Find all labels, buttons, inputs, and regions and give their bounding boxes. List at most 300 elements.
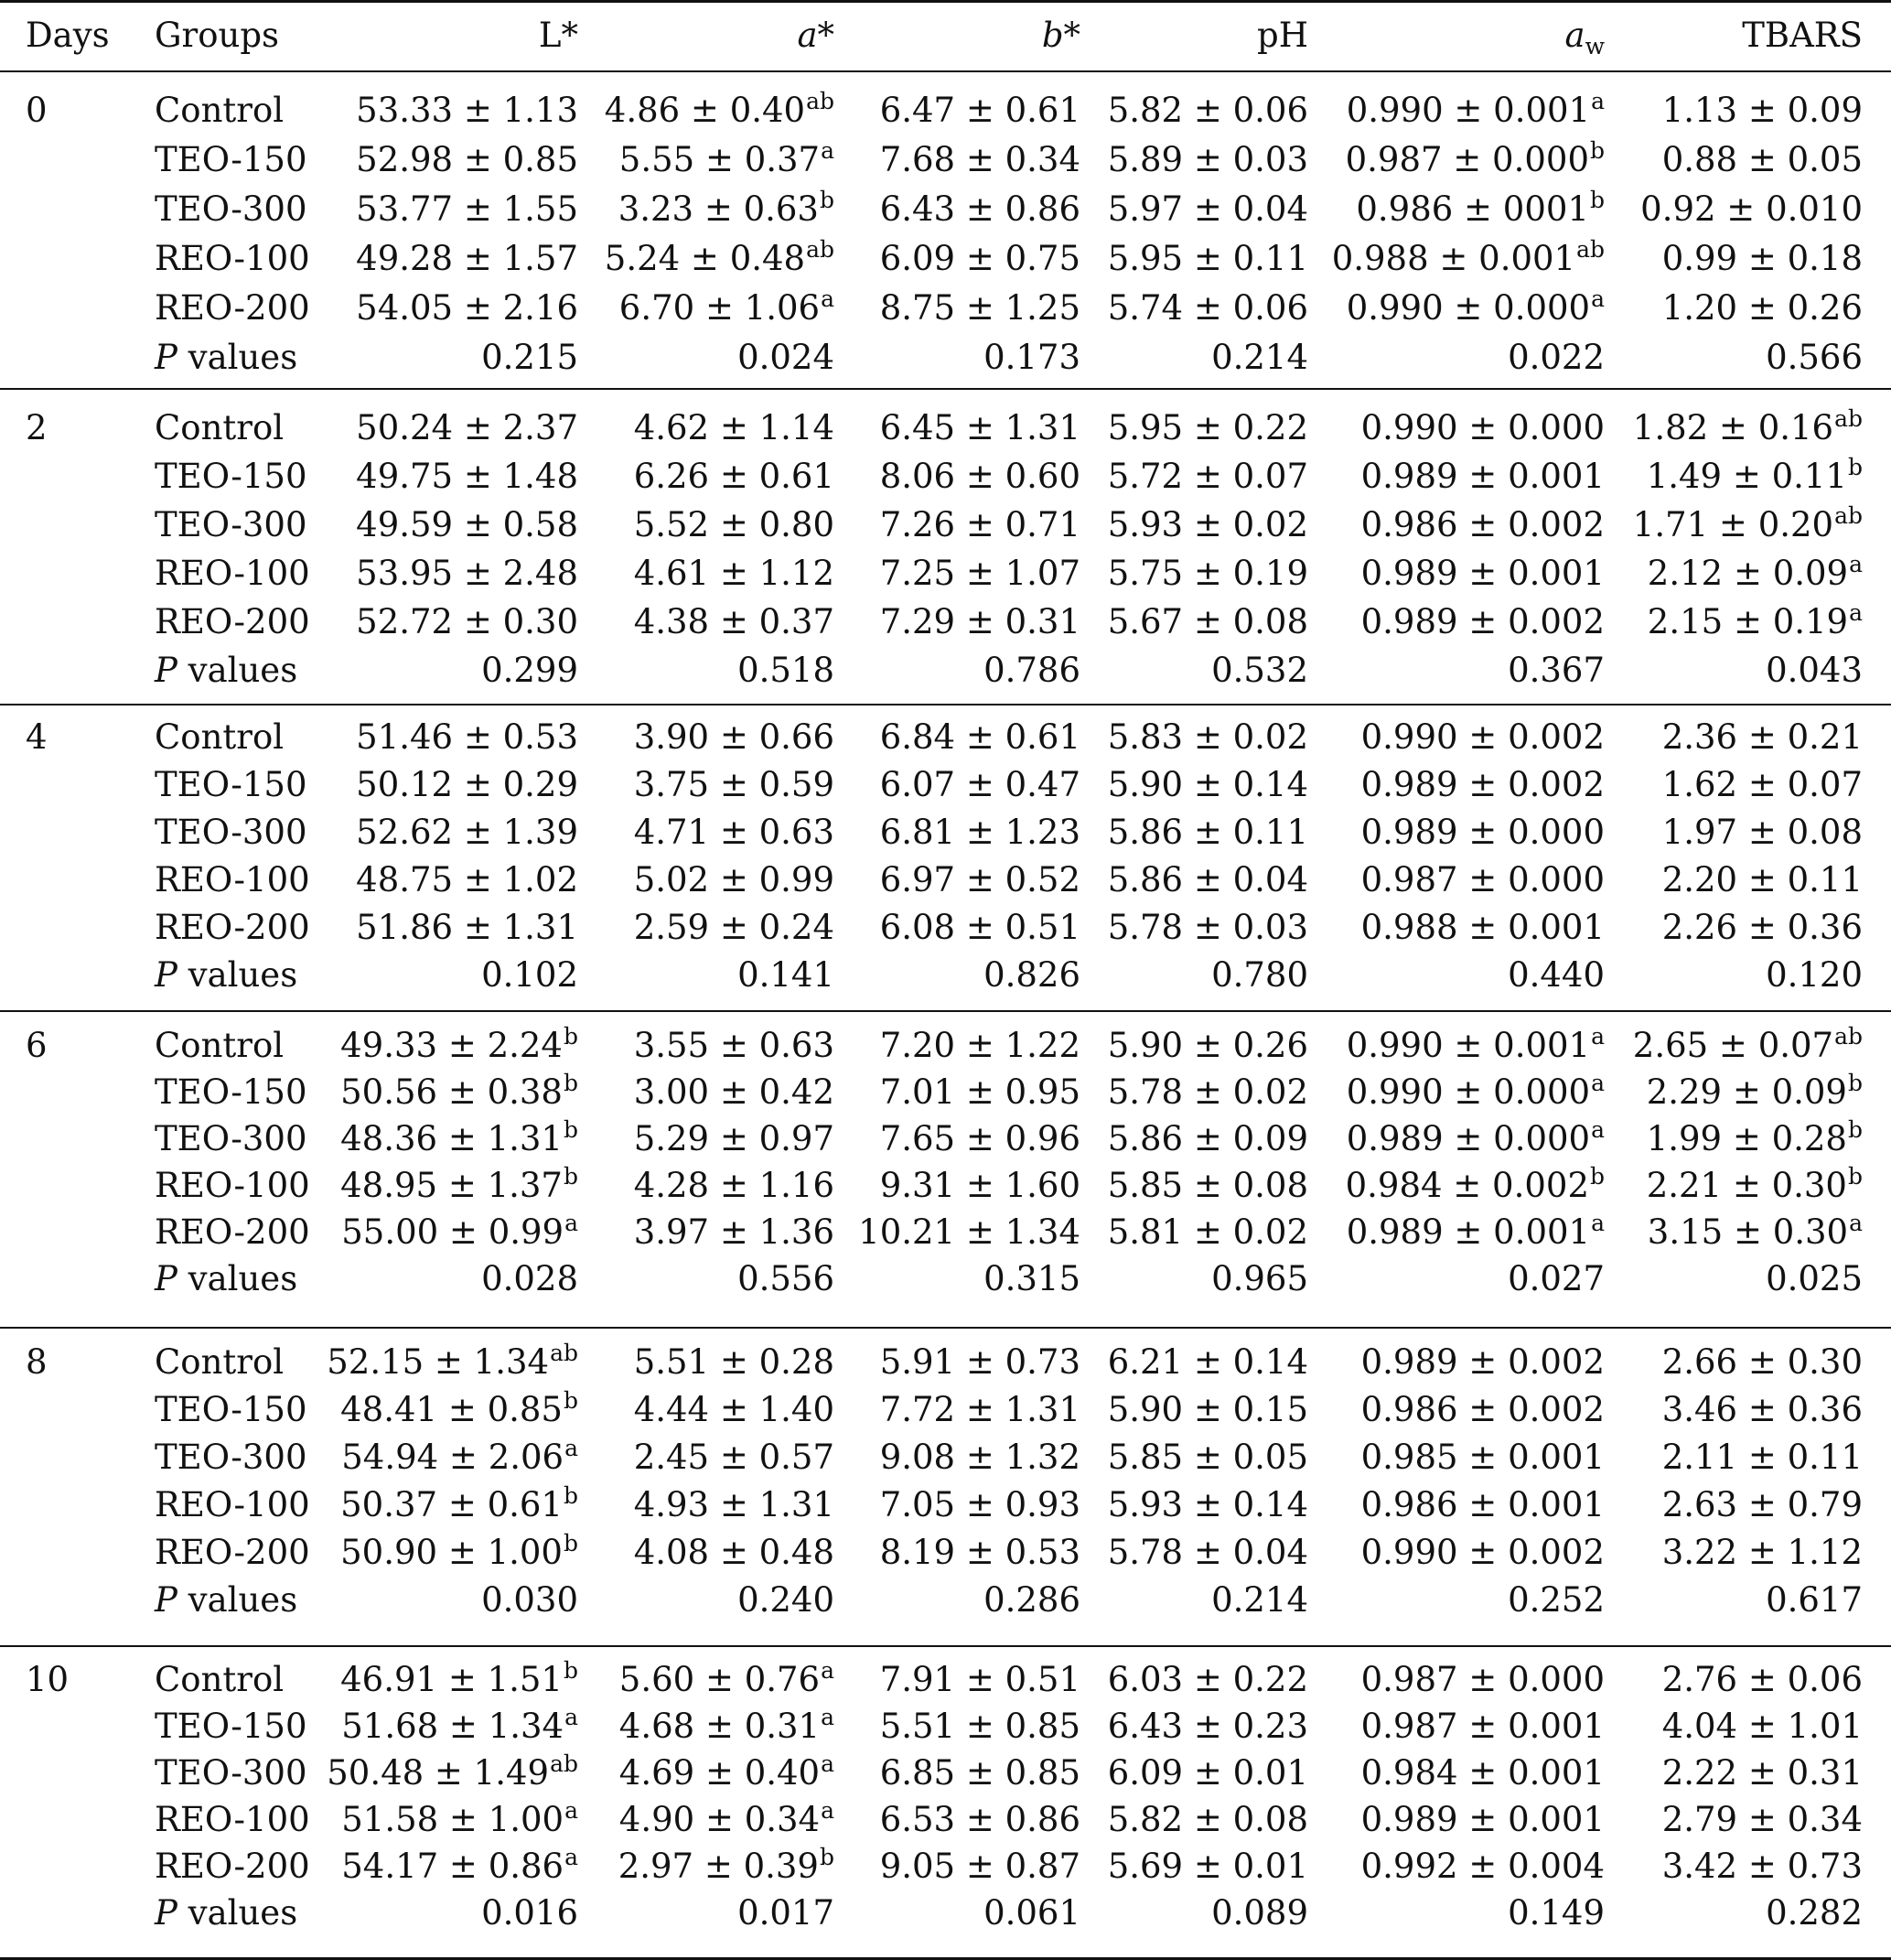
aw-cell-value: 0.989 ± 0.001: [1360, 457, 1605, 496]
aw-cell-value: 0.989 ± 0.001: [1360, 554, 1605, 593]
aw-cell: [1361, 408, 1605, 448]
l-star-cell: [341, 1704, 578, 1747]
p-value-l-star: [481, 338, 578, 378]
aw-cell-value: 0.990 ± 0.001: [1346, 1026, 1591, 1065]
p-value-ph: [1211, 1580, 1308, 1621]
l-star-cell: [340, 1657, 578, 1700]
aw-cell-value: 0.989 ± 0.001: [1346, 1212, 1591, 1252]
tbars-cell: [1662, 1753, 1863, 1793]
group-label: TEO-150: [155, 140, 307, 179]
p-value-a-star: [737, 1893, 834, 1933]
tbars-cell: [1647, 1072, 1863, 1113]
significance-letter: b: [1589, 1163, 1605, 1190]
column-header: pH: [1257, 16, 1308, 55]
b-star-cell: [880, 1660, 1080, 1700]
b-star-cell-value: 6.43 ± 0.86: [879, 189, 1080, 229]
b-star-cell: [880, 765, 1080, 805]
ph-cell: [1108, 1342, 1308, 1383]
tbars-cell: [1632, 502, 1863, 545]
ph-cell-value: 6.03 ± 0.22: [1107, 1660, 1308, 1699]
group-label: REO-200: [155, 908, 310, 947]
a-star-cell: [634, 1072, 834, 1113]
p-value-b-star: [983, 1580, 1080, 1621]
group-label: REO-100: [155, 860, 310, 899]
l-star-cell-value: 50.48 ± 1.49: [327, 1753, 550, 1793]
significance-letter: b: [819, 1844, 834, 1870]
group-label: REO-200: [155, 288, 310, 328]
ph-cell: [1108, 1800, 1308, 1840]
significance-letter: b: [563, 1482, 578, 1509]
tbars-cell-value: 2.63 ± 0.79: [1661, 1485, 1863, 1524]
b-star-cell: [880, 1753, 1080, 1793]
aw-cell-value: 0.986 ± 0.001: [1360, 1485, 1605, 1524]
l-star-cell: [356, 860, 578, 900]
p-value-ph: [1211, 651, 1308, 691]
p-value-tbars: [1766, 651, 1863, 691]
p-value-aw-value: 0.149: [1508, 1893, 1605, 1933]
ph-cell: [1108, 1072, 1308, 1113]
aw-cell-value: 0.989 ± 0.001: [1360, 1800, 1605, 1839]
b-star-cell: [880, 860, 1080, 900]
l-star-cell: [356, 813, 578, 853]
group-label: TEO-300: [155, 1119, 307, 1158]
b-star-cell-value: 6.08 ± 0.51: [879, 908, 1080, 947]
p-value-ph-value: 0.089: [1211, 1893, 1308, 1933]
ph-cell: [1108, 1390, 1308, 1430]
significance-letter: a: [1849, 1210, 1863, 1236]
aw-cell-value: 0.989 ± 0.002: [1360, 1342, 1605, 1382]
p-value-tbars-value: 0.566: [1766, 338, 1863, 377]
b-star-cell: [880, 908, 1080, 948]
p-value-b-star-value: 0.786: [983, 651, 1080, 690]
p-value-l-star: [481, 651, 578, 691]
group-label: TEO-300: [155, 505, 307, 544]
p-value-b-star-value: 0.826: [983, 955, 1080, 995]
aw-cell-value: 0.987 ± 0.001: [1360, 1707, 1605, 1746]
significance-letter: a: [1849, 551, 1863, 577]
b-star-cell: [880, 408, 1080, 448]
b-star-cell: [880, 189, 1080, 230]
p-value-a-star-value: 0.556: [737, 1259, 834, 1298]
l-star-cell-value: 51.86 ± 1.31: [356, 908, 578, 947]
aw-cell: [1361, 554, 1605, 594]
p-value-aw-value: 0.252: [1508, 1580, 1605, 1620]
tbars-cell: [1632, 405, 1863, 448]
p-value-ph-value: 0.214: [1211, 338, 1308, 377]
significance-letter: b: [563, 1116, 578, 1143]
l-star-cell-value: 51.46 ± 0.53: [356, 717, 578, 757]
column-header: a*: [797, 16, 834, 55]
ph-cell-value: 5.90 ± 0.14: [1107, 765, 1308, 804]
ph-cell: [1108, 602, 1308, 642]
ph-cell-value: 5.78 ± 0.02: [1107, 1072, 1308, 1112]
aw-cell: [1346, 1023, 1605, 1066]
b-star-cell: [880, 813, 1080, 853]
p-value-b-star: [983, 955, 1080, 996]
b-star-cell-value: 7.01 ± 0.95: [879, 1072, 1080, 1112]
a-star-cell-value: 3.23 ± 0.63: [618, 189, 819, 229]
significance-letter: a: [1591, 88, 1605, 114]
p-value-b-star-value: 0.315: [983, 1259, 1080, 1298]
l-star-cell-value: 50.37 ± 0.61: [340, 1485, 563, 1524]
b-star-cell: [880, 1485, 1080, 1525]
l-star-cell-value: 51.68 ± 1.34: [341, 1707, 564, 1746]
a-star-cell: [634, 813, 834, 853]
column-header: $a_w$: [1564, 16, 1605, 59]
tbars-cell: [1646, 454, 1863, 497]
b-star-cell: [880, 1800, 1080, 1840]
ph-cell: [1108, 1847, 1308, 1887]
ph-cell: [1108, 457, 1308, 497]
significance-letter: b: [1847, 454, 1863, 480]
b-star-cell-value: 7.26 ± 0.71: [879, 505, 1080, 544]
significance-letter: b: [819, 187, 834, 213]
tbars-cell: [1662, 765, 1863, 805]
significance-letter: a: [821, 1657, 834, 1684]
b-star-cell: [880, 1847, 1080, 1887]
l-star-cell-value: 55.00 ± 0.99: [341, 1212, 564, 1252]
tbars-cell-value: 2.21 ± 0.30: [1646, 1166, 1847, 1205]
significance-letter: b: [563, 1387, 578, 1414]
p-values-label: P values: [155, 338, 298, 377]
aw-cell-value: 0.986 ± 0.002: [1360, 1390, 1605, 1429]
a-star-cell: [634, 717, 834, 758]
tbars-cell-value: 2.29 ± 0.09: [1646, 1072, 1847, 1112]
group-label: REO-200: [155, 602, 310, 641]
significance-letter: b: [1847, 1116, 1863, 1143]
a-star-cell: [634, 1438, 834, 1478]
b-star-cell: [880, 1072, 1080, 1113]
p-value-a-star: [737, 1580, 834, 1621]
a-star-cell-value: 5.02 ± 0.99: [633, 860, 834, 899]
p-value-aw: [1508, 1580, 1605, 1621]
l-star-cell-value: 53.33 ± 1.13: [356, 91, 578, 130]
significance-letter: a: [821, 1704, 834, 1730]
tbars-cell-value: 1.82 ± 0.16: [1632, 408, 1834, 447]
tbars-cell: [1647, 551, 1863, 594]
p-value-b-star-value: 0.286: [983, 1580, 1080, 1620]
group-label: Control: [155, 1660, 285, 1699]
tbars-cell: [1662, 860, 1863, 900]
section-rule: [0, 388, 1891, 390]
p-value-tbars-value: 0.025: [1766, 1259, 1863, 1298]
significance-letter: a: [564, 1844, 578, 1870]
b-star-cell-value: 9.08 ± 1.32: [879, 1438, 1080, 1477]
p-value-a-star: [737, 955, 834, 996]
significance-letter: a: [564, 1435, 578, 1461]
a-star-cell: [618, 1750, 834, 1793]
l-star-cell-value: 52.62 ± 1.39: [356, 813, 578, 852]
a-star-cell: [618, 285, 834, 328]
group-label: TEO-150: [155, 1390, 307, 1429]
tbars-cell-value: 2.65 ± 0.07: [1632, 1026, 1834, 1065]
aw-cell-value: 0.988 ± 0.001: [1331, 239, 1576, 278]
group-label: REO-100: [155, 1166, 310, 1205]
p-value-l-star: [481, 1893, 578, 1933]
section-rule: [0, 1327, 1891, 1329]
l-star-cell-value: 46.91 ± 1.51: [340, 1660, 563, 1699]
aw-cell-value: 0.986 ± 0.002: [1360, 505, 1605, 544]
ph-cell: [1108, 239, 1308, 279]
ph-cell-value: 5.95 ± 0.22: [1107, 408, 1308, 447]
a-star-cell-value: 2.59 ± 0.24: [633, 908, 834, 947]
tbars-cell: [1662, 1438, 1863, 1478]
p-value-l-star-value: 0.102: [481, 955, 578, 995]
aw-cell: [1347, 1212, 1605, 1253]
tbars-cell-value: 1.99 ± 0.28: [1646, 1119, 1847, 1158]
ph-cell-value: 5.83 ± 0.02: [1107, 717, 1308, 757]
group-label: REO-200: [155, 1847, 310, 1886]
ph-cell-value: 5.82 ± 0.06: [1107, 91, 1308, 130]
significance-letter: ab: [1834, 405, 1863, 432]
group-label: Control: [155, 408, 285, 447]
day-label: 2: [26, 408, 48, 447]
l-star-cell-value: 48.36 ± 1.31: [340, 1119, 563, 1158]
a-star-cell: [634, 457, 834, 497]
a-star-cell: [634, 1485, 834, 1525]
b-star-cell-value: 7.65 ± 0.96: [879, 1119, 1080, 1158]
b-star-cell: [858, 1212, 1080, 1253]
l-star-cell-value: 49.28 ± 1.57: [356, 239, 578, 278]
ph-cell-value: 5.74 ± 0.06: [1107, 288, 1308, 328]
b-star-cell: [880, 1533, 1080, 1573]
aw-cell: [1345, 137, 1605, 180]
a-star-cell-value: 4.08 ± 0.48: [633, 1533, 834, 1572]
p-value-b-star: [983, 1259, 1080, 1299]
p-value-aw: [1508, 955, 1605, 996]
column-header: L*: [538, 16, 578, 55]
ph-cell: [1108, 765, 1308, 805]
l-star-cell-value: 53.95 ± 2.48: [356, 554, 578, 593]
p-value-b-star: [983, 1893, 1080, 1933]
ph-cell-value: 5.95 ± 0.11: [1107, 239, 1308, 278]
section-rule: [0, 704, 1891, 705]
a-star-cell-value: 4.69 ± 0.40: [618, 1753, 821, 1793]
group-label: REO-100: [155, 1800, 310, 1839]
significance-letter: a: [1591, 1023, 1605, 1050]
a-star-cell-value: 5.55 ± 0.37: [618, 140, 821, 179]
a-star-cell: [634, 860, 834, 900]
p-value-ph: [1211, 1259, 1308, 1299]
group-label: Control: [155, 717, 285, 757]
l-star-cell-value: 49.33 ± 2.24: [340, 1026, 563, 1065]
tbars-cell-value: 2.26 ± 0.36: [1661, 908, 1863, 947]
l-star-cell: [340, 1023, 578, 1066]
b-star-cell-value: 7.72 ± 1.31: [879, 1390, 1080, 1429]
significance-letter: b: [563, 1657, 578, 1684]
a-star-cell: [618, 1797, 834, 1840]
l-star-cell: [341, 1797, 578, 1840]
a-star-cell: [634, 1212, 834, 1253]
tbars-cell: [1662, 91, 1863, 131]
l-star-cell: [327, 1750, 578, 1793]
b-star-cell-value: 6.09 ± 0.75: [879, 239, 1080, 278]
column-header: Days: [26, 16, 110, 55]
p-value-aw-value: 0.367: [1508, 651, 1605, 690]
tbars-cell: [1662, 1390, 1863, 1430]
a-star-cell-value: 5.29 ± 0.97: [633, 1119, 834, 1158]
ph-cell: [1108, 554, 1308, 594]
a-star-cell: [618, 1844, 834, 1887]
significance-letter: a: [821, 1797, 834, 1824]
a-star-cell-value: 2.45 ± 0.57: [633, 1438, 834, 1477]
tbars-cell-value: 2.66 ± 0.30: [1661, 1342, 1863, 1382]
p-values-label: P values: [155, 955, 298, 995]
significance-letter: a: [821, 137, 834, 164]
a-star-cell: [634, 1119, 834, 1159]
significance-letter: b: [1847, 1070, 1863, 1096]
l-star-cell: [356, 140, 578, 180]
ph-cell-value: 5.89 ± 0.03: [1107, 140, 1308, 179]
p-value-l-star-value: 0.215: [481, 338, 578, 377]
group-label: Control: [155, 1026, 285, 1065]
b-star-cell-value: 7.68 ± 0.34: [879, 140, 1080, 179]
p-value-l-star-value: 0.030: [481, 1580, 578, 1620]
b-star-cell: [880, 505, 1080, 545]
tbars-cell-value: 3.42 ± 0.73: [1661, 1847, 1863, 1886]
tbars-cell-value: 2.36 ± 0.21: [1661, 717, 1863, 757]
group-label: REO-100: [155, 554, 310, 593]
ph-cell: [1108, 140, 1308, 180]
tbars-cell-value: 1.97 ± 0.08: [1661, 813, 1863, 852]
significance-letter: b: [1589, 187, 1605, 213]
tbars-cell-value: 0.99 ± 0.18: [1661, 239, 1863, 278]
a-star-cell-value: 4.61 ± 1.12: [633, 554, 834, 593]
b-star-cell: [880, 602, 1080, 642]
aw-cell-value: 0.986 ± 0001: [1356, 189, 1589, 229]
p-value-ph-value: 0.532: [1211, 651, 1308, 690]
ph-cell-value: 5.86 ± 0.04: [1107, 860, 1308, 899]
b-star-cell: [880, 717, 1080, 758]
significance-letter: b: [563, 1530, 578, 1556]
a-star-cell: [634, 602, 834, 642]
significance-letter: ab: [1576, 236, 1605, 263]
day-label: 0: [26, 91, 48, 130]
tbars-cell: [1662, 1485, 1863, 1525]
ph-cell: [1108, 189, 1308, 230]
l-star-cell-value: 48.41 ± 0.85: [340, 1390, 563, 1429]
day-label: 10: [26, 1660, 70, 1699]
top-rule: [0, 0, 1891, 3]
l-star-cell-value: 54.17 ± 0.86: [341, 1847, 564, 1886]
a-star-cell-value: 3.00 ± 0.42: [633, 1072, 834, 1112]
group-label: Control: [155, 91, 285, 130]
ph-cell-value: 5.72 ± 0.07: [1107, 457, 1308, 496]
l-star-cell: [341, 1212, 578, 1253]
tbars-cell: [1646, 1116, 1863, 1159]
p-value-l-star-value: 0.299: [481, 651, 578, 690]
section-rule: [0, 1645, 1891, 1647]
p-value-a-star: [737, 338, 834, 378]
p-value-tbars: [1766, 338, 1863, 378]
aw-cell-value: 0.989 ± 0.002: [1360, 602, 1605, 641]
aw-cell: [1361, 1800, 1605, 1840]
tbars-cell-value: 1.13 ± 0.09: [1661, 91, 1863, 130]
tbars-cell-value: 2.11 ± 0.11: [1661, 1438, 1863, 1477]
l-star-cell: [356, 408, 578, 448]
aw-cell: [1361, 1533, 1605, 1573]
aw-cell-value: 0.987 ± 0.000: [1360, 1660, 1605, 1699]
l-star-cell-value: 48.95 ± 1.37: [340, 1166, 563, 1205]
p-value-b-star: [983, 651, 1080, 691]
group-label: TEO-150: [155, 1072, 307, 1112]
l-star-cell: [340, 1116, 578, 1159]
a-star-cell-value: 4.62 ± 1.14: [633, 408, 834, 447]
a-star-cell: [604, 88, 834, 131]
b-star-cell-value: 9.05 ± 0.87: [879, 1847, 1080, 1886]
a-star-cell-value: 4.86 ± 0.40: [604, 91, 806, 130]
ph-cell: [1108, 1485, 1308, 1525]
l-star-cell-value: 50.56 ± 0.38: [340, 1072, 563, 1112]
ph-cell-value: 5.69 ± 0.01: [1107, 1847, 1308, 1886]
a-star-cell-value: 3.55 ± 0.63: [633, 1026, 834, 1065]
p-value-tbars: [1766, 955, 1863, 996]
a-star-cell: [618, 1704, 834, 1747]
group-label: TEO-300: [155, 813, 307, 852]
ph-cell-value: 5.90 ± 0.15: [1107, 1390, 1308, 1429]
a-star-cell-value: 5.60 ± 0.76: [618, 1660, 821, 1699]
a-star-cell-value: 5.24 ± 0.48: [604, 239, 806, 278]
ph-cell: [1108, 1438, 1308, 1478]
p-value-aw-value: 0.440: [1508, 955, 1605, 995]
ph-cell-value: 5.81 ± 0.02: [1107, 1212, 1308, 1252]
p-value-ph-value: 0.780: [1211, 955, 1308, 995]
p-value-l-star: [481, 1259, 578, 1299]
l-star-cell: [356, 505, 578, 545]
aw-cell-value: 0.984 ± 0.002: [1345, 1166, 1589, 1205]
aw-cell: [1361, 813, 1605, 853]
ph-cell-value: 5.75 ± 0.19: [1107, 554, 1308, 593]
ph-cell-value: 5.85 ± 0.08: [1107, 1166, 1308, 1205]
tbars-cell: [1662, 813, 1863, 853]
significance-letter: ab: [806, 88, 834, 114]
l-star-cell: [356, 189, 578, 230]
significance-letter: ab: [550, 1750, 578, 1777]
tbars-cell-value: 1.62 ± 0.07: [1661, 765, 1863, 804]
group-label: TEO-150: [155, 1707, 307, 1746]
significance-letter: a: [564, 1704, 578, 1730]
b-star-cell-value: 6.85 ± 0.85: [879, 1753, 1080, 1793]
tbars-cell-value: 2.22 ± 0.31: [1661, 1753, 1863, 1793]
a-star-cell-value: 3.90 ± 0.66: [633, 717, 834, 757]
significance-letter: a: [564, 1797, 578, 1824]
day-label: 4: [26, 717, 48, 757]
tbars-cell: [1662, 140, 1863, 180]
aw-cell: [1361, 717, 1605, 758]
aw-cell-value: 0.990 ± 0.001: [1346, 91, 1591, 130]
p-value-aw: [1508, 1259, 1605, 1299]
b-star-cell: [880, 1342, 1080, 1383]
header-rule: [0, 70, 1891, 72]
ph-cell-value: 5.93 ± 0.14: [1107, 1485, 1308, 1524]
b-star-cell-value: 6.45 ± 1.31: [879, 408, 1080, 447]
ph-cell: [1108, 1212, 1308, 1253]
p-value-tbars-value: 0.617: [1766, 1580, 1863, 1620]
l-star-cell-value: 48.75 ± 1.02: [356, 860, 578, 899]
ph-cell-value: 5.78 ± 0.04: [1107, 1533, 1308, 1572]
aw-cell: [1361, 765, 1605, 805]
tbars-cell-value: 0.92 ± 0.010: [1640, 189, 1863, 229]
aw-cell-value: 0.990 ± 0.000: [1360, 408, 1605, 447]
aw-cell: [1361, 860, 1605, 900]
p-value-ph: [1211, 1893, 1308, 1933]
ph-cell: [1108, 813, 1308, 853]
l-star-cell: [340, 1163, 578, 1206]
significance-letter: a: [1591, 1116, 1605, 1143]
group-label: REO-200: [155, 1533, 310, 1572]
p-value-ph: [1211, 338, 1308, 378]
tbars-cell: [1662, 908, 1863, 948]
